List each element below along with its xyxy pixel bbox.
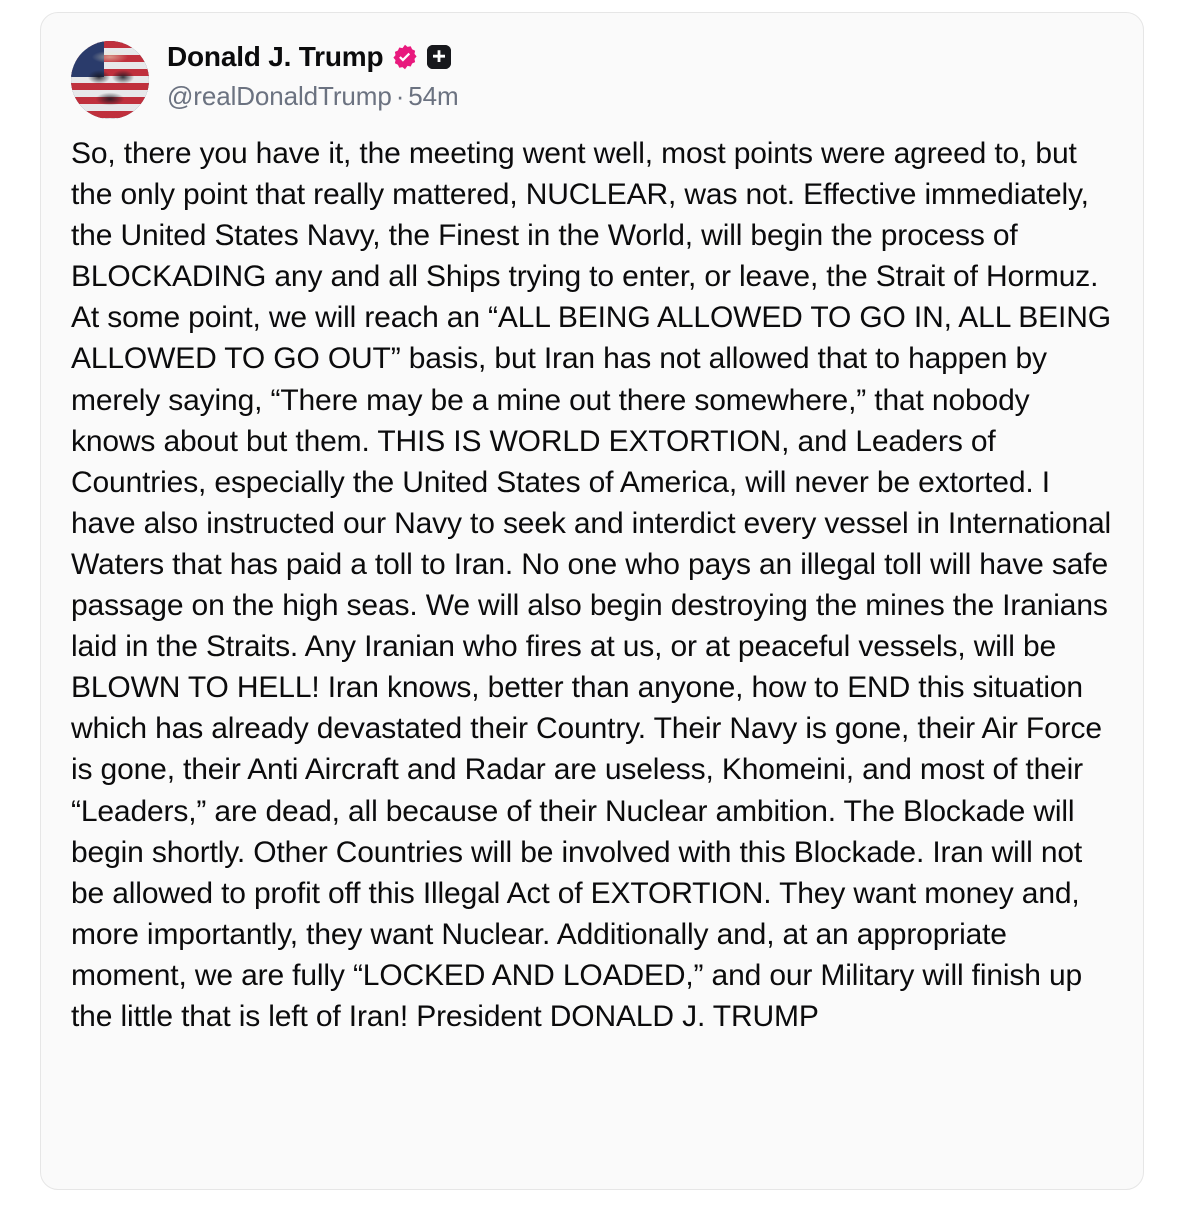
author-name-row <box>167 43 459 71</box>
handle-timestamp-separator: · <box>395 81 405 111</box>
social-post-card <box>40 12 1144 1190</box>
author-handle-row <box>167 81 459 112</box>
post-body-text: So, there you have it, the meeting went well, most points were agreed to, but the only point that really mattered, NUCLEAR, was not. Effective immediately, the United States Navy, the Finest in the World, will begin the process of BLOCKADING any and all Ships trying to enter, or leave, the Strait of Hormuz. At some point, we will reach an “ALL BEING ALLOWED TO GO IN, ALL BEING ALLOWED TO GO OUT” basis, but Iran has not allowed that to happen by merely saying, “There may be a mine out there somewhere,” that nobody knows about but them. THIS IS WORLD EXTORTION, and Leaders of Countries, especially the United States of America, will never be extorted. I have also instructed our Navy to seek and interdict every vessel in International Waters that has paid a toll to Iran. No one who pays an illegal toll will have safe passage on the high seas. We will also begin destroying the mines the Iranians laid in the Straits. Any Iranian who fires at us, or at peaceful vessels, will be BLOWN TO HELL! Iran knows, better than anyone, how to END this situation which has already devastated their Country. Their Navy is gone, their Air Force is gone, their Anti Aircraft and Radar are useless, Khomeini, and most of their “Leaders,” are dead, all because of their Nuclear ambition. The Blockade will begin shortly. Other Countries will be involved with this Blockade. Iran will not be allowed to profit off this Illegal Act of EXTORTION. They want money and, more importantly, they want Nuclear. Additionally and, at an appropriate moment, we are fully “LOCKED AND LOADED,” and our Military will finish up the little that is left of Iran! President DONALD J. TRUMP <box>71 137 1120 1033</box>
post-identity <box>167 41 459 112</box>
author-display-name[interactable]: Donald J. Trump <box>167 41 384 72</box>
author-handle[interactable]: @realDonaldTrump <box>167 81 392 111</box>
american-flag-face-avatar[interactable] <box>71 41 149 119</box>
verified-badge-icon[interactable] <box>392 44 418 70</box>
post-header <box>71 41 1113 119</box>
avatar-face-shading <box>71 41 149 119</box>
post-timestamp[interactable]: 54m <box>408 81 459 111</box>
plus-badge-icon[interactable] <box>427 45 451 69</box>
